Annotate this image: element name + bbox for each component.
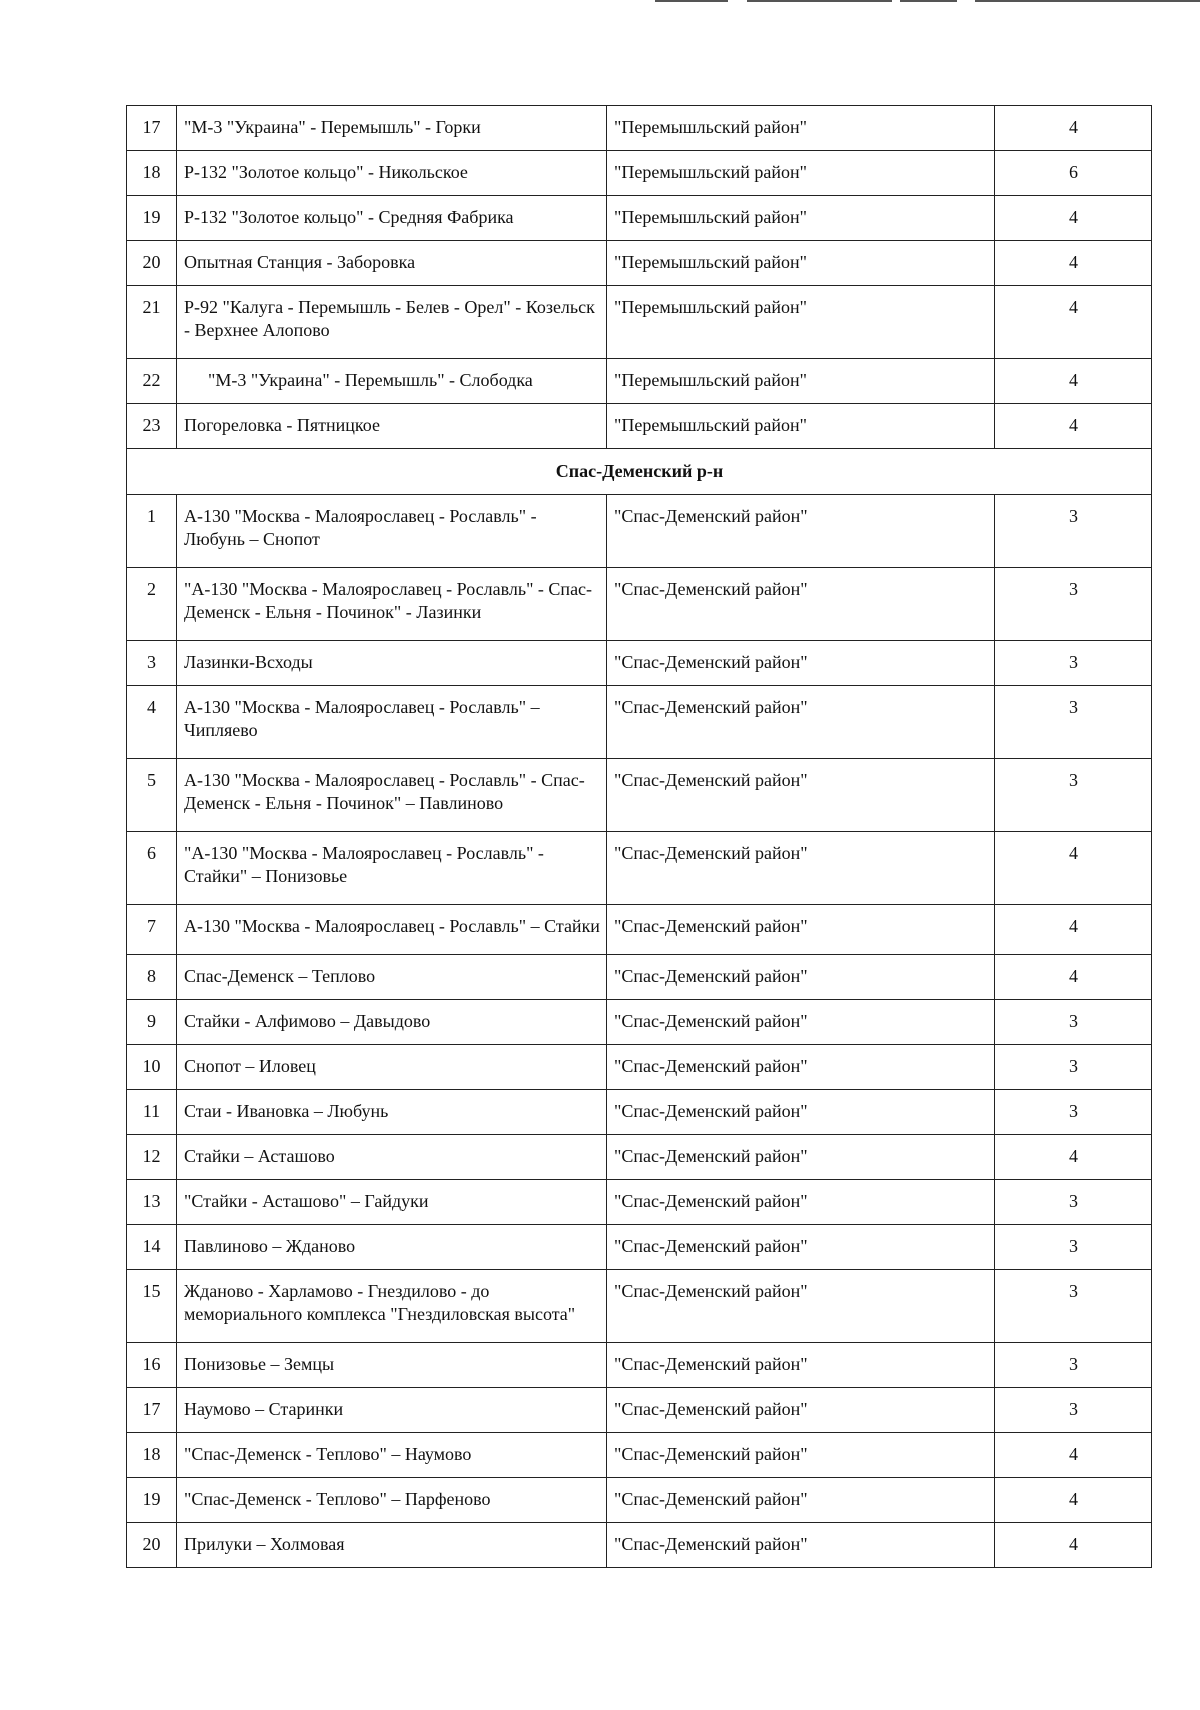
- table-row: [127, 759, 1152, 832]
- row-number: 10: [127, 1045, 177, 1090]
- road-name: "Стайки - Асташово" – Гайдуки: [177, 1180, 607, 1225]
- road-owner: "Спас-Деменский район": [607, 1388, 995, 1433]
- road-category: 4: [995, 196, 1152, 241]
- road-name: А-130 "Москва - Малоярославец - Рославль" – Стайки: [177, 905, 607, 955]
- road-name: Стаи - Ивановка – Любунь: [177, 1090, 607, 1135]
- road-name: А-130 "Москва - Малоярославец - Рославль" - Любунь – Снопот: [177, 495, 607, 568]
- row-number: 8: [127, 955, 177, 1000]
- road-category: 3: [995, 686, 1152, 759]
- road-owner: "Спас-Деменский район": [607, 1180, 995, 1225]
- road-category: 6: [995, 151, 1152, 196]
- table-row: [127, 151, 1152, 196]
- table-row: [127, 905, 1152, 955]
- road-owner: "Спас-Деменский район": [607, 1343, 995, 1388]
- table-row: [127, 1090, 1152, 1135]
- road-name: "М-3 "Украина" - Перемышль" - Слободка: [177, 359, 607, 404]
- road-category: 3: [995, 1343, 1152, 1388]
- table-row: [127, 359, 1152, 404]
- row-number: 12: [127, 1135, 177, 1180]
- row-number: 18: [127, 151, 177, 196]
- road-owner: "Перемышльский район": [607, 151, 995, 196]
- row-number: 21: [127, 286, 177, 359]
- row-number: 17: [127, 106, 177, 151]
- road-owner: "Спас-Деменский район": [607, 955, 995, 1000]
- table-row: [127, 641, 1152, 686]
- road-name: Понизовье – Земцы: [177, 1343, 607, 1388]
- road-category: 4: [995, 106, 1152, 151]
- section-header-row: [127, 449, 1152, 495]
- road-name: Снопот – Иловец: [177, 1045, 607, 1090]
- road-owner: "Спас-Деменский район": [607, 1000, 995, 1045]
- row-number: 13: [127, 1180, 177, 1225]
- road-name: Р-132 "Золотое кольцо" - Средняя Фабрика: [177, 196, 607, 241]
- road-category: 4: [995, 241, 1152, 286]
- road-category: 3: [995, 641, 1152, 686]
- road-category: 3: [995, 1045, 1152, 1090]
- road-category: 3: [995, 1090, 1152, 1135]
- road-name: Опытная Станция - Заборовка: [177, 241, 607, 286]
- row-number: 17: [127, 1388, 177, 1433]
- road-owner: "Спас-Деменский район": [607, 641, 995, 686]
- road-category: 3: [995, 1180, 1152, 1225]
- road-owner: "Спас-Деменский район": [607, 1090, 995, 1135]
- row-number: 16: [127, 1343, 177, 1388]
- row-number: 19: [127, 1478, 177, 1523]
- road-category: 4: [995, 1433, 1152, 1478]
- road-name: "А-130 "Москва - Малоярославец - Рославль" - Спас-Деменск - Ельня - Починок" - Лазинки: [177, 568, 607, 641]
- road-owner: "Перемышльский район": [607, 196, 995, 241]
- road-owner: "Спас-Деменский район": [607, 1523, 995, 1568]
- road-owner: "Перемышльский район": [607, 359, 995, 404]
- table-row: [127, 106, 1152, 151]
- road-owner: "Спас-Деменский район": [607, 759, 995, 832]
- road-name: Стайки - Алфимово – Давыдово: [177, 1000, 607, 1045]
- road-owner: "Спас-Деменский район": [607, 686, 995, 759]
- road-category: 3: [995, 568, 1152, 641]
- table-row: [127, 1135, 1152, 1180]
- table-row: [127, 568, 1152, 641]
- road-name: "Спас-Деменск - Теплово" – Наумово: [177, 1433, 607, 1478]
- row-number: 7: [127, 905, 177, 955]
- road-category: 4: [995, 359, 1152, 404]
- row-number: 6: [127, 832, 177, 905]
- road-name: А-130 "Москва - Малоярославец - Рославль" – Чипляево: [177, 686, 607, 759]
- road-name: Лазинки-Всходы: [177, 641, 607, 686]
- road-name: Р-132 "Золотое кольцо" - Никольское: [177, 151, 607, 196]
- table-row: [127, 1388, 1152, 1433]
- road-name: Жданово - Харламово - Гнездилово - до мемориального комплекса "Гнездиловская высота": [177, 1270, 607, 1343]
- road-name: Погореловка - Пятницкое: [177, 404, 607, 449]
- row-number: 9: [127, 1000, 177, 1045]
- table-row: [127, 495, 1152, 568]
- row-number: 4: [127, 686, 177, 759]
- road-category: 3: [995, 495, 1152, 568]
- row-number: 20: [127, 241, 177, 286]
- road-owner: "Перемышльский район": [607, 286, 995, 359]
- row-number: 23: [127, 404, 177, 449]
- row-number: 22: [127, 359, 177, 404]
- road-category: 4: [995, 955, 1152, 1000]
- road-name: Павлиново – Жданово: [177, 1225, 607, 1270]
- road-owner: "Спас-Деменский район": [607, 1478, 995, 1523]
- row-number: 2: [127, 568, 177, 641]
- road-name: Прилуки – Холмовая: [177, 1523, 607, 1568]
- table-row: [127, 196, 1152, 241]
- road-category: 4: [995, 832, 1152, 905]
- document-page: [126, 105, 1151, 1568]
- table-row: [127, 1343, 1152, 1388]
- road-owner: "Перемышльский район": [607, 241, 995, 286]
- road-category: 3: [995, 1225, 1152, 1270]
- road-name: Р-92 "Калуга - Перемышль - Белев - Орел" - Козельск - Верхнее Алопово: [177, 286, 607, 359]
- table-row: [127, 686, 1152, 759]
- road-name: Спас-Деменск – Теплово: [177, 955, 607, 1000]
- table-row: [127, 1478, 1152, 1523]
- section-title: Спас-Деменский р-н: [127, 449, 1152, 495]
- table-row: [127, 286, 1152, 359]
- road-owner: "Спас-Деменский район": [607, 495, 995, 568]
- table-row: [127, 1433, 1152, 1478]
- road-name: "М-3 "Украина" - Перемышль" - Горки: [177, 106, 607, 151]
- row-number: 1: [127, 495, 177, 568]
- road-category: 4: [995, 286, 1152, 359]
- row-number: 3: [127, 641, 177, 686]
- road-owner: "Спас-Деменский район": [607, 1433, 995, 1478]
- road-owner: "Перемышльский район": [607, 106, 995, 151]
- table-row: [127, 1180, 1152, 1225]
- road-owner: "Спас-Деменский район": [607, 905, 995, 955]
- road-owner: "Спас-Деменский район": [607, 568, 995, 641]
- table-row: [127, 955, 1152, 1000]
- road-category: 4: [995, 404, 1152, 449]
- road-name: Наумово – Старинки: [177, 1388, 607, 1433]
- road-owner: "Спас-Деменский район": [607, 1045, 995, 1090]
- table-row: [127, 241, 1152, 286]
- road-category: 3: [995, 1270, 1152, 1343]
- scan-mark: [975, 0, 1200, 2]
- row-number: 19: [127, 196, 177, 241]
- road-category: 3: [995, 759, 1152, 832]
- road-category: 4: [995, 1135, 1152, 1180]
- row-number: 18: [127, 1433, 177, 1478]
- road-category: 3: [995, 1388, 1152, 1433]
- table-row: [127, 1270, 1152, 1343]
- table-row: [127, 1225, 1152, 1270]
- road-name: А-130 "Москва - Малоярославец - Рославль" - Спас-Деменск - Ельня - Починок" – Павлиново: [177, 759, 607, 832]
- road-name: "Спас-Деменск - Теплово" – Парфеново: [177, 1478, 607, 1523]
- road-owner: "Спас-Деменский район": [607, 1135, 995, 1180]
- scan-mark: [655, 0, 728, 2]
- table-row: [127, 832, 1152, 905]
- scan-mark: [900, 0, 957, 2]
- road-name: "А-130 "Москва - Малоярославец - Рославль" - Стайки" – Понизовье: [177, 832, 607, 905]
- road-owner: "Спас-Деменский район": [607, 832, 995, 905]
- table-row: [127, 1000, 1152, 1045]
- row-number: 5: [127, 759, 177, 832]
- road-name: Стайки – Асташово: [177, 1135, 607, 1180]
- row-number: 15: [127, 1270, 177, 1343]
- row-number: 14: [127, 1225, 177, 1270]
- table-row: [127, 1523, 1152, 1568]
- road-category: 4: [995, 1478, 1152, 1523]
- road-owner: "Перемышльский район": [607, 404, 995, 449]
- table-row: [127, 1045, 1152, 1090]
- road-category: 3: [995, 1000, 1152, 1045]
- road-owner: "Спас-Деменский район": [607, 1225, 995, 1270]
- row-number: 11: [127, 1090, 177, 1135]
- road-category: 4: [995, 905, 1152, 955]
- scan-top-marks: [0, 0, 1200, 4]
- road-owner: "Спас-Деменский район": [607, 1270, 995, 1343]
- road-category: 4: [995, 1523, 1152, 1568]
- roads-table: [126, 105, 1152, 1568]
- row-number: 20: [127, 1523, 177, 1568]
- scan-mark: [747, 0, 892, 2]
- table-row: [127, 404, 1152, 449]
